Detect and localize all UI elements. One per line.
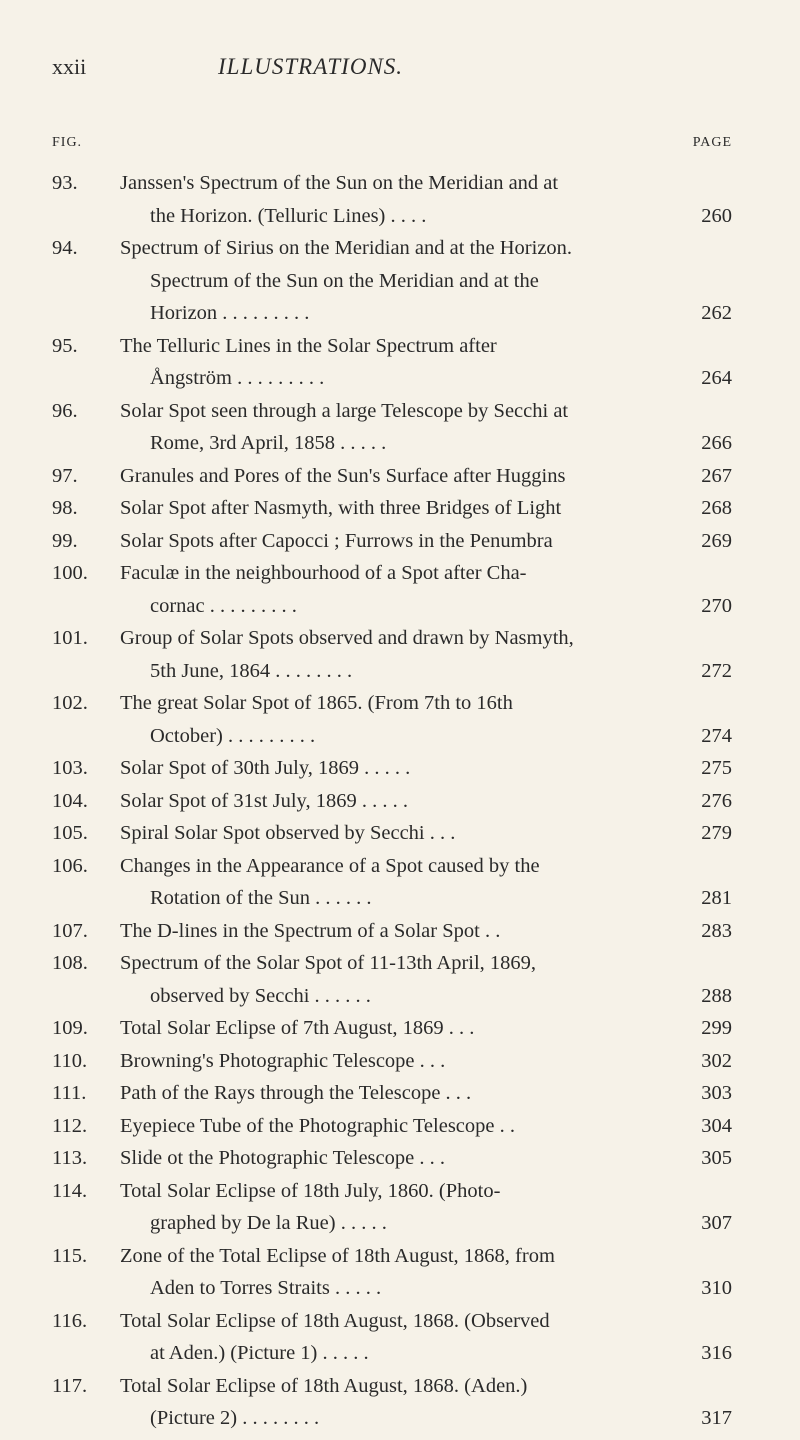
page-number: 267 (701, 464, 732, 487)
figure-number: 113. (52, 1147, 88, 1169)
list-item (52, 1050, 732, 1083)
list-item (52, 1180, 732, 1245)
figure-caption-line: Spectrum of Sirius on the Meridian and at the Horizon. (120, 237, 573, 259)
page-number: 272 (701, 659, 732, 682)
list-item (52, 530, 732, 563)
figure-caption-line: Zone of the Total Eclipse of 18th August, 1868, from (120, 1244, 555, 1267)
page-number: 266 (701, 432, 732, 454)
page-number: 305 (701, 1147, 732, 1169)
page-number: 268 (701, 497, 732, 519)
list-item (52, 855, 732, 920)
figure-caption-line: The D-lines in the Spectrum of a Solar Spot . . (120, 919, 501, 942)
page-number: 317 (701, 1407, 732, 1429)
page-number: 304 (701, 1114, 732, 1137)
figure-caption-line: Horizon . . . . . . . . . (150, 302, 310, 324)
figure-number: 101. (52, 627, 88, 649)
figure-number: 114. (52, 1179, 88, 1202)
figure-caption-line: 5th June, 1864 . . . . . . . . (150, 659, 353, 682)
figure-number: 117. (52, 1374, 88, 1397)
figure-number: 104. (52, 789, 88, 812)
figure-caption-line: Total Solar Eclipse of 7th August, 1869 . . . (120, 1017, 475, 1039)
figure-caption-line: Aden to Torres Straits . . . . . (150, 1277, 382, 1299)
figure-number: 108. (52, 952, 88, 974)
figure-caption-line: Rotation of the Sun . . . . . . (150, 887, 372, 909)
figure-caption-line: Solar Spot seen through a large Telescope by Secchi at (120, 399, 569, 422)
page-number: 303 (701, 1082, 732, 1104)
figure-number: 111. (52, 1082, 87, 1104)
figure-number: 100. (52, 562, 88, 584)
figure-caption-line: Browning's Photographic Telescope . . . (120, 1049, 446, 1072)
page-number: 299 (701, 1017, 732, 1039)
figure-caption-line: (Picture 2) . . . . . . . . (150, 1407, 320, 1429)
figure-number: 109. (52, 1017, 88, 1039)
figure-number: 112. (52, 1114, 88, 1137)
page-number: 270 (701, 594, 732, 617)
figure-caption-line: graphed by De la Rue) . . . . . (150, 1212, 387, 1234)
figure-caption-line: Group of Solar Spots observed and drawn by Nasmyth, (120, 627, 574, 649)
figure-number: 106. (52, 854, 88, 877)
figure-caption-line: Solar Spots after Capocci ; Furrows in the Penumbra (120, 529, 553, 552)
list-item (52, 1017, 732, 1050)
figure-caption-line: Total Solar Eclipse of 18th August, 1868. (Observed (120, 1309, 550, 1332)
page-number: 283 (701, 919, 732, 942)
list-item (52, 790, 732, 823)
figure-caption-line: observed by Secchi . . . . . . (150, 984, 371, 1007)
page-number: 316 (701, 1342, 732, 1364)
page-number: 262 (701, 302, 732, 324)
figure-caption-line: at Aden.) (Picture 1) . . . . . (150, 1342, 369, 1364)
list-item (52, 692, 732, 757)
figure-number: 99. (52, 529, 78, 552)
figure-number: 102. (52, 692, 88, 714)
list-item (52, 627, 732, 692)
list-item (52, 1375, 732, 1440)
page-number: 281 (701, 887, 732, 909)
list-item (52, 920, 732, 953)
figure-caption-line: Total Solar Eclipse of 18th July, 1860. (Photo- (120, 1179, 501, 1202)
figure-number: 105. (52, 822, 88, 844)
figure-number: 97. (52, 464, 78, 487)
figure-caption-line: Eyepiece Tube of the Photographic Telescope . . (120, 1114, 515, 1137)
list-item (52, 1245, 732, 1310)
page-number: 274 (701, 724, 732, 747)
figure-caption-line: Solar Spot after Nasmyth, with three Bridges of Light (120, 497, 562, 519)
figure-number: 110. (52, 1049, 88, 1072)
page-folio: xxii (52, 54, 87, 79)
list-item (52, 1115, 732, 1148)
figure-caption-line: Rome, 3rd April, 1858 . . . . . (150, 432, 387, 454)
figure-number: 115. (52, 1244, 88, 1267)
page-number: 302 (701, 1049, 732, 1072)
list-item (52, 1147, 732, 1180)
page-number: 288 (701, 984, 732, 1007)
list-item (52, 465, 732, 498)
figure-caption-line: Ångström . . . . . . . . . (150, 367, 325, 389)
figure-caption-line: October) . . . . . . . . . (150, 724, 316, 747)
figure-caption-line: Path of the Rays through the Telescope . . . (120, 1082, 472, 1104)
figure-number: 107. (52, 919, 88, 942)
figure-caption-line: Spiral Solar Spot observed by Secchi . . . (120, 822, 456, 844)
page-number: 264 (701, 367, 732, 389)
figure-caption-line: Janssen's Spectrum of the Sun on the Meridian and at (120, 172, 559, 194)
figure-caption-line: Granules and Pores of the Sun's Surface after Huggins (120, 464, 566, 487)
list-item (52, 822, 732, 855)
running-head (52, 54, 732, 94)
list-item (52, 335, 732, 400)
column-headings (52, 135, 732, 155)
figure-caption-line: Solar Spot of 31st July, 1869 . . . . . (120, 789, 408, 812)
figure-caption-line: Total Solar Eclipse of 18th August, 1868. (Aden.) (120, 1374, 528, 1397)
page-number: 275 (701, 757, 732, 779)
list-item (52, 562, 732, 627)
list-item (52, 952, 732, 1017)
figure-number: 93. (52, 172, 78, 194)
figure-number: 98. (52, 497, 78, 519)
fig-column-heading: FIG. (52, 135, 83, 150)
page-number: 276 (701, 789, 732, 812)
figure-number: 95. (52, 334, 78, 357)
figure-number: 96. (52, 399, 78, 422)
figure-number: 116. (52, 1309, 88, 1332)
figure-caption-line: Changes in the Appearance of a Spot caused by the (120, 854, 540, 877)
page-number: 310 (701, 1277, 732, 1299)
list-item (52, 237, 732, 335)
figure-caption-line: The great Solar Spot of 1865. (From 7th to 16th (120, 692, 513, 714)
page-number: 269 (701, 529, 732, 552)
list-item (52, 400, 732, 465)
page-number: 260 (701, 204, 732, 227)
list-item (52, 497, 732, 530)
list-item (52, 172, 732, 237)
figure-caption-line: the Horizon. (Telluric Lines) . . . . (150, 204, 427, 227)
figure-caption-line: Faculæ in the neighbourhood of a Spot after Cha- (120, 562, 527, 584)
figure-caption-line: The Telluric Lines in the Solar Spectrum after (120, 334, 497, 357)
figure-caption-line: Solar Spot of 30th July, 1869 . . . . . (120, 757, 411, 779)
page-number: 279 (701, 822, 732, 844)
list-item (52, 757, 732, 790)
figure-caption-line: Slide ot the Photographic Telescope . . . (120, 1147, 445, 1169)
figure-number: 94. (52, 237, 78, 259)
figure-number: 103. (52, 757, 88, 779)
figure-caption-line: Spectrum of the Solar Spot of 11-13th April, 1869, (120, 952, 537, 974)
page-title: ILLUSTRATIONS. (218, 54, 404, 79)
list-item (52, 1082, 732, 1115)
list-item (52, 1310, 732, 1375)
page-number: 307 (701, 1212, 732, 1234)
page-column-heading: PAGE (692, 135, 732, 150)
figure-caption-line: Spectrum of the Sun on the Meridian and at the (150, 269, 539, 292)
figure-caption-line: cornac . . . . . . . . . (150, 594, 297, 617)
